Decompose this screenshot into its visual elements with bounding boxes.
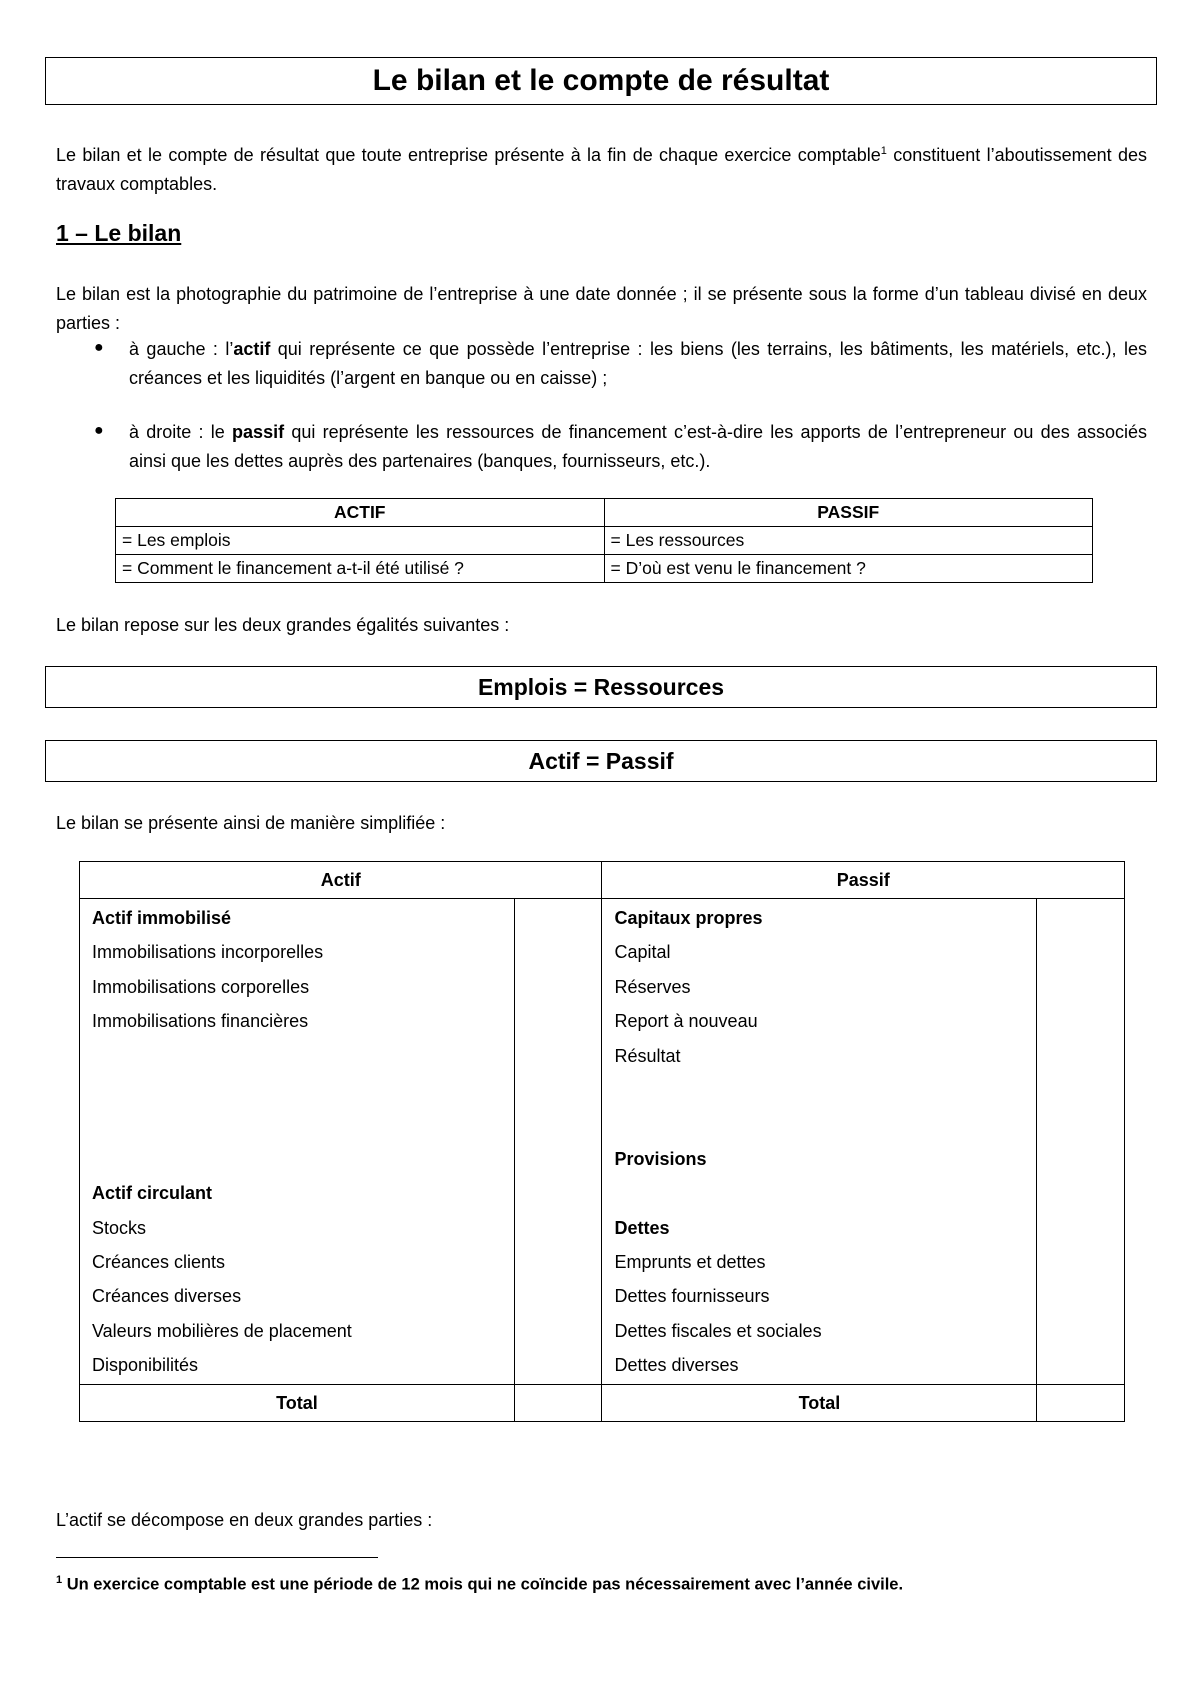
actif-passif-summary-table	[115, 498, 1093, 583]
section-heading-bilan: 1 – Le bilan	[56, 220, 182, 246]
list-item: Report à nouveau	[614, 1011, 758, 1032]
list-item: Dettes diverses	[614, 1355, 739, 1376]
bullet-bold-term: passif	[232, 422, 285, 442]
equality-actif-passif: Actif = Passif	[45, 740, 1157, 782]
table-row	[116, 527, 1093, 555]
actif-amount-column	[514, 899, 602, 1385]
bullet-lead: à gauche : l’	[129, 339, 234, 359]
table-header-passif: Passif	[602, 862, 1125, 899]
footnote-ref: 1	[880, 145, 887, 157]
list-item: Disponibilités	[92, 1355, 199, 1376]
actif-parts-intro: L’actif se décompose en deux grandes parties :	[56, 1510, 433, 1530]
list-item: Dettes fournisseurs	[614, 1286, 770, 1307]
table-header-passif: PASSIF	[604, 499, 1093, 527]
list-item	[614, 1176, 1024, 1210]
intro-text: Le bilan et le compte de résultat que toute entreprise présente à la fin de chaque exercice comptable	[56, 145, 881, 165]
actif-total-value	[514, 1385, 602, 1422]
list-item: Immobilisations corporelles	[92, 976, 310, 997]
intro-paragraph	[56, 137, 1147, 199]
table-cell: = Les emplois	[116, 527, 605, 555]
simplified-intro: Le bilan se présente ainsi de manière simplifiée :	[56, 813, 446, 833]
passif-amount-column	[1037, 899, 1125, 1385]
bullet-bold-term: actif	[233, 339, 271, 359]
footnote-text: Un exercice comptable est une période de 12 mois qui ne coïncide pas nécessairement avec l’année civile.	[62, 1575, 904, 1594]
list-item	[92, 1107, 502, 1141]
passif-total-label: Total	[602, 1385, 1037, 1422]
list-item	[92, 1039, 502, 1073]
intro-text-after: constituent l’aboutissement des travaux comptables.	[56, 145, 1147, 194]
bilan-definition: Le bilan est la photographie du patrimoine de l’entreprise à une date donnée ; il se présente sous la forme d’un tableau divisé en deux parties :	[56, 284, 1147, 333]
list-item	[614, 1107, 1024, 1141]
list-item: Dettes fiscales et sociales	[614, 1320, 822, 1341]
list-item	[92, 1073, 502, 1107]
list-item: Créances clients	[92, 1251, 226, 1272]
table-cell: = Comment le financement a-t-il été utilisé ?	[116, 555, 605, 583]
bullet-rest: qui représente les ressources de financement c’est-à-dire les apports de l’entrepreneur ou des associés ainsi que les dettes auprès des partenaires (banques, fournisseurs, etc.).	[129, 422, 1147, 471]
list-item: Immobilisations incorporelles	[92, 942, 324, 963]
passif-total-value	[1037, 1385, 1125, 1422]
table-cell: = Les ressources	[604, 527, 1093, 555]
table-header-actif: ACTIF	[116, 499, 605, 527]
list-item: Provisions	[614, 1148, 707, 1169]
actif-items-column	[80, 899, 515, 1385]
bullet-text	[129, 335, 1147, 393]
list-item: Actif immobilisé	[92, 908, 232, 928]
footnote-separator	[56, 1557, 378, 1558]
bullet-icon: ●	[94, 422, 104, 439]
list-item: Valeurs mobilières de placement	[92, 1320, 352, 1341]
footnote	[56, 1574, 903, 1595]
list-item: Créances diverses	[92, 1286, 242, 1307]
list-item	[56, 418, 1147, 476]
table-cell: = D’où est venu le financement ?	[604, 555, 1093, 583]
list-item: Stocks	[92, 1217, 147, 1238]
list-item	[56, 335, 1147, 393]
bullet-text	[129, 418, 1147, 476]
list-item	[92, 1142, 502, 1176]
document-title: Le bilan et le compte de résultat	[45, 57, 1157, 105]
list-item: Dettes	[614, 1217, 670, 1238]
actif-total-label: Total	[80, 1385, 515, 1422]
bullet-icon: ●	[94, 339, 104, 356]
equalities-intro: Le bilan repose sur les deux grandes égalités suivantes :	[56, 615, 510, 635]
list-item: Capital	[614, 942, 671, 963]
list-item: Réserves	[614, 976, 691, 997]
list-item: Résultat	[614, 1045, 681, 1066]
table-row	[116, 555, 1093, 583]
bilan-simplified-table	[79, 861, 1125, 1422]
list-item: Immobilisations financières	[92, 1011, 309, 1032]
equality-emplois-ressources: Emplois = Ressources	[45, 666, 1157, 708]
bullet-lead: à droite : le	[129, 422, 233, 442]
bullet-rest: qui représente ce que possède l’entreprise : les biens (les terrains, les bâtiments, les matériels, etc.), les créances et les liquidités (l’argent en banque ou en caisse) ;	[129, 339, 1147, 388]
list-item: Actif circulant	[92, 1183, 213, 1204]
footnote-number: 1	[56, 1574, 63, 1586]
passif-items-column	[602, 899, 1037, 1385]
table-header-actif: Actif	[80, 862, 602, 899]
list-item: Capitaux propres	[614, 908, 763, 928]
list-item	[614, 1073, 1024, 1107]
list-item: Emprunts et dettes	[614, 1251, 766, 1272]
